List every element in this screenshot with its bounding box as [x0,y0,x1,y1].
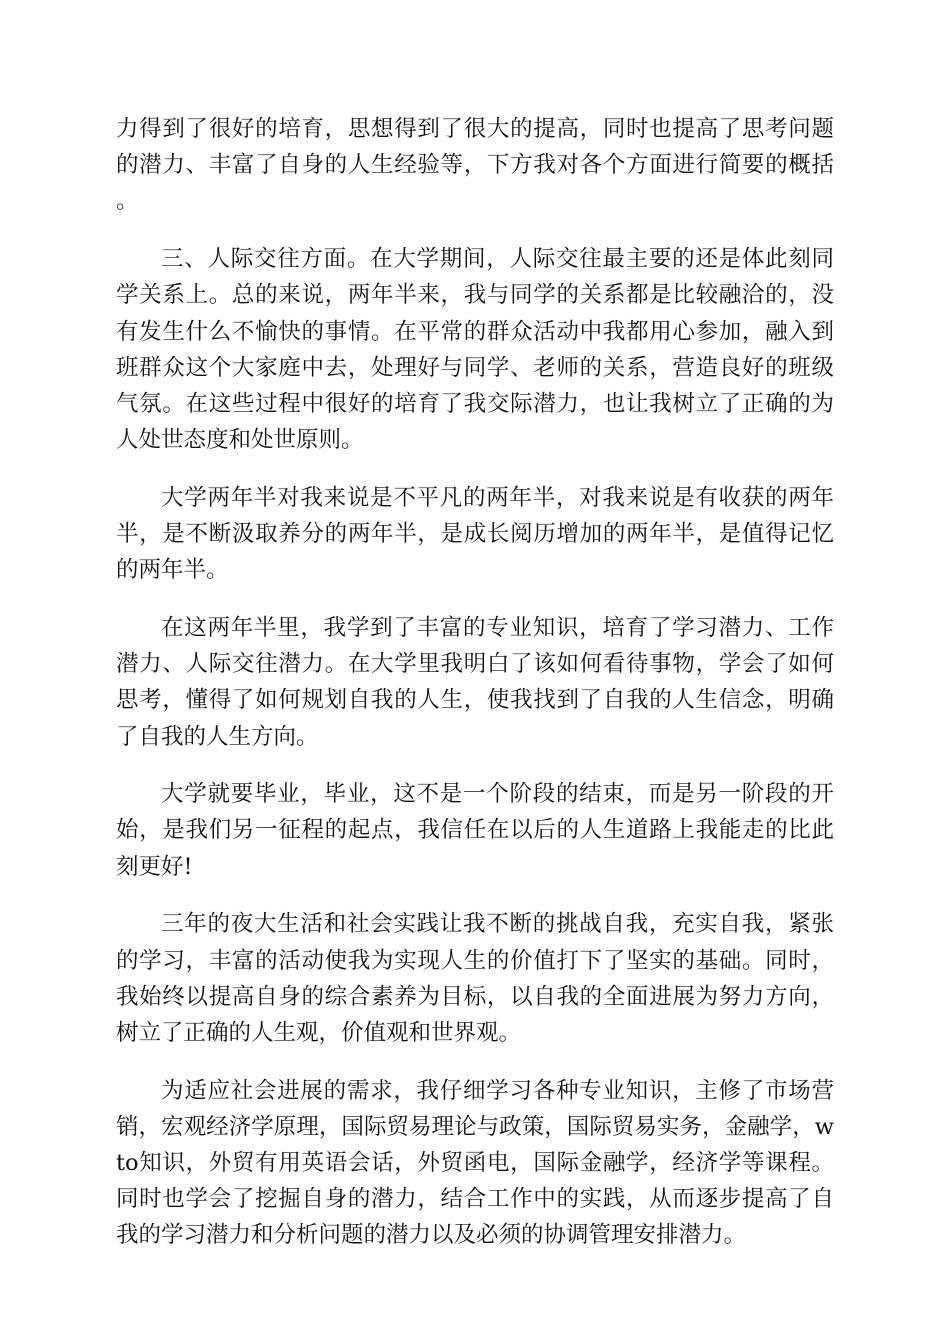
paragraph-1: 力得到了很好的培育，思想得到了很大的提高，同时也提高了思考问题的潜力、丰富了自身的人生经验等，下方我对各个方面进行简要的概括。 [116,116,834,215]
paragraph-5: 大学就要毕业，毕业，这不是一个阶段的结束，而是另一阶段的开始，是我们另一征程的起点，我信任在以后的人生道路上我能走的比此刻更好! [116,781,834,880]
paragraph-7: 为适应社会进展的需求，我仔细学习各种专业知识，主修了市场营销，宏观经济学原理，国际贸易理论与政策，国际贸易实务，金融学，wto知识，外贸有用英语会话，外贸函电，国际金融学，经济学等课程。同时也学会了挖掘自身的潜力，结合工作中的实践，从而逐步提高了自我的学习潜力和分析问题的潜力以及必须的协调管理安排潜力。 [116,1077,834,1249]
paragraph-6: 三年的夜大生活和社会实践让我不断的挑战自我，充实自我，紧张的学习，丰富的活动使我为实现人生的价值打下了坚实的基础。同时，我始终以提高自身的综合素养为目标，以自我的全面进展为努力方向，树立了正确的人生观，价值观和世界观。 [116,911,834,1046]
paragraph-2: 三、人际交往方面。在大学期间，人际交往最主要的还是体此刻同学关系上。总的来说，两年半来，我与同学的关系都是比较融洽的，没有发生什么不愉快的事情。在平常的群众活动中我都用心参加，融入到班群众这个大家庭中去，处理好与同学、老师的关系，营造良好的班级气氛。在这些过程中很好的培育了我交际潜力，也让我树立了正确的为人处世态度和处世原则。 [116,246,834,454]
document-body [116,111,834,1275]
paragraph-4: 在这两年半里，我学到了丰富的专业知识，培育了学习潜力、工作潜力、人际交往潜力。在大学里我明白了该如何看待事物，学会了如何思考，懂得了如何规划自我的人生，使我找到了自我的人生信念，明确了自我的人生方向。 [116,614,834,750]
paragraph-3: 大学两年半对我来说是不平凡的两年半，对我来说是有收获的两年半，是不断汲取养分的两年半，是成长阅历增加的两年半，是值得记忆的两年半。 [116,484,834,584]
